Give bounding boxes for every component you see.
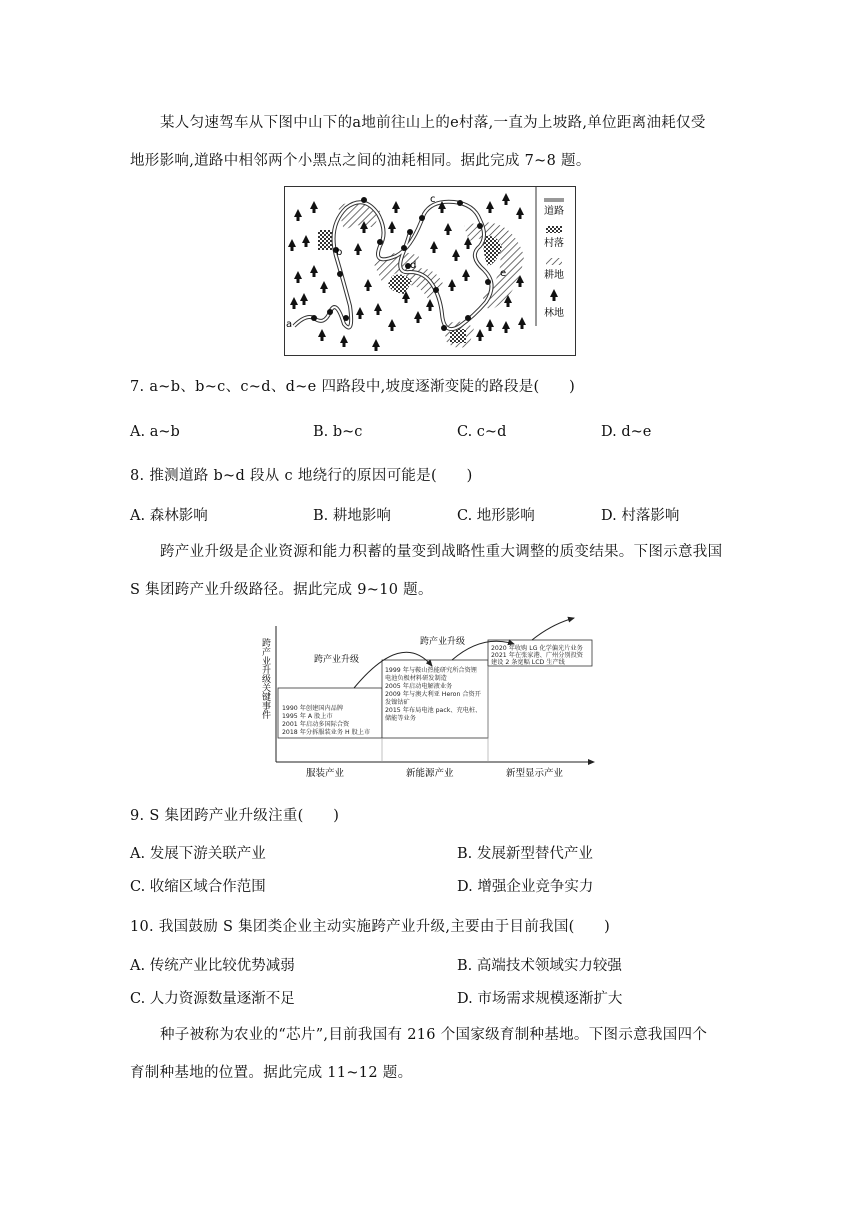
q9-stem: 9. S 集团跨产业升级注重( ) <box>130 808 340 824</box>
q7-stem: 7. a~b、b~c、c~d、d~e 四路段中,坡度逐渐变陡的路段是( ) <box>130 379 576 395</box>
box2-line2: 电池负极材料研发制造 <box>385 675 447 682</box>
upgrade-arrow-2-label: 跨产业升级 <box>420 637 466 647</box>
passage1-line2: 地形影响,道路中相邻两个小黑点之间的油耗相同。据此完成 7~8 题。 <box>130 153 591 169</box>
q8-option-a[interactable]: A. 森林影响 <box>130 508 208 524</box>
q8-option-c[interactable]: C. 地形影响 <box>457 508 535 524</box>
q7-option-d[interactable]: D. d~e <box>601 424 652 440</box>
box1-line2: 1995 年 A 股上市 <box>282 713 333 720</box>
passage3-line2: 育制种基地的位置。据此完成 11~12 题。 <box>130 1065 413 1081</box>
q10-option-c[interactable]: C. 人力资源数量逐渐不足 <box>130 991 295 1007</box>
box3-line2: 2021 年在张家港、广州分别投资 <box>491 652 583 659</box>
box3-line1: 2020 年收购 LG 化学偏光片业务 <box>491 645 583 652</box>
industry-upgrade-figure <box>262 610 602 782</box>
q8-stem: 8. 推测道路 b~d 段从 c 地绕行的原因可能是( ) <box>130 468 473 484</box>
q7-option-c[interactable]: C. c~d <box>457 424 507 440</box>
legend-farmland-label: 耕地 <box>544 270 564 281</box>
terrain-map-svg <box>284 186 576 356</box>
legend-village-label: 村落 <box>544 238 564 249</box>
industry-upgrade-svg <box>262 610 602 782</box>
q9-option-d[interactable]: D. 增强企业竞争实力 <box>457 879 594 895</box>
q10-option-b[interactable]: B. 高端技术领域实力较强 <box>457 958 622 974</box>
q10-option-d[interactable]: D. 市场需求规模逐渐扩大 <box>457 991 623 1007</box>
box2-line4: 2009 年与澳大利亚 Heron 合资开 <box>385 691 481 698</box>
legend-road-label: 道路 <box>544 206 564 217</box>
q7-option-b[interactable]: B. b~c <box>313 424 363 440</box>
passage1-line1: 某人匀速驾车从下图中山下的a地前往山上的e村落,一直为上坡路,单位距离油耗仅受 <box>160 115 706 131</box>
box1-line1: 1990 年创建国内品牌 <box>282 705 344 712</box>
map-label-b: b <box>336 247 343 258</box>
x-label-new-energy: 新能源产业 <box>406 768 454 779</box>
box2-line3: 2005 年启动电解液业务 <box>385 683 453 690</box>
box1-line3: 2001 年启动多国际合资 <box>282 721 350 728</box>
passage2-line2: S 集团跨产业升级路径。据此完成 9~10 题。 <box>130 582 433 598</box>
x-label-garment: 服装产业 <box>306 768 345 779</box>
map-label-d: d <box>410 260 417 271</box>
q10-stem: 10. 我国鼓励 S 集团类企业主动实施跨产业升级,主要由于目前我国( ) <box>130 919 611 935</box>
y-axis-label <box>260 637 271 720</box>
upgrade-arrow-1-label: 跨产业升级 <box>314 655 360 665</box>
map-label-c: c <box>430 194 436 205</box>
q9-option-a[interactable]: A. 发展下游关联产业 <box>130 846 266 862</box>
q7-option-a[interactable]: A. a~b <box>130 424 180 440</box>
q8-option-b[interactable]: B. 耕地影响 <box>313 508 391 524</box>
box1-line4: 2018 年分拆服装业务 H 股上市 <box>282 729 371 736</box>
box3-line3: 建设 2 条宽幅 LCD 生产线 <box>491 659 565 666</box>
svg-text:跨产业升级关键事件: 跨产业升级关键事件 <box>260 638 270 719</box>
passage2-line1: 跨产业升级是企业资源和能力积蓄的量变到战略性重大调整的质变结果。下图示意我国 <box>160 544 723 560</box>
q8-option-d[interactable]: D. 村落影响 <box>601 508 680 524</box>
box2-line5: 发镍钴矿 <box>385 699 410 706</box>
upgrade-arrow-3 <box>532 618 574 640</box>
map-label-e: e <box>500 268 507 279</box>
q9-option-c[interactable]: C. 收缩区域合作范围 <box>130 879 266 895</box>
x-label-display: 新型显示产业 <box>506 768 564 779</box>
q10-option-a[interactable]: A. 传统产业比较优势减弱 <box>130 958 295 974</box>
box2-line1: 1999 年与鞍山热能研究所合资锂 <box>385 667 477 674</box>
box2-line7: 储能等业务 <box>385 715 416 722</box>
terrain-map-figure <box>284 186 576 356</box>
passage3-line1: 种子被称为农业的“芯片”,目前我国有 216 个国家级育制种基地。下图示意我国四个 <box>160 1027 708 1043</box>
box2-line6: 2015 年布局电池 pack、充电桩、 <box>385 707 482 714</box>
map-label-a: a <box>286 319 293 330</box>
q9-option-b[interactable]: B. 发展新型替代产业 <box>457 846 593 862</box>
legend-forest-label: 林地 <box>544 308 564 319</box>
